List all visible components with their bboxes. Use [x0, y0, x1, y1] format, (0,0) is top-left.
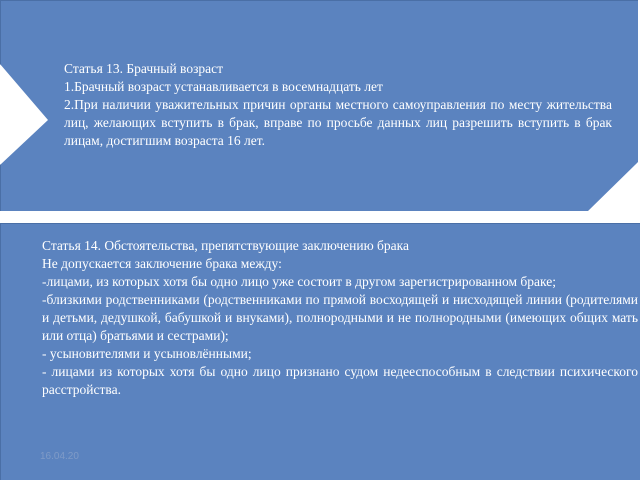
- article-13-block: [64, 60, 612, 150]
- article-14-title: Статья 14. Обстоятельства, препятствующие заключению брака: [42, 238, 410, 253]
- article-14-item-3: - усыновителями и усыновлёнными;: [42, 346, 252, 361]
- article-13-paragraph-1: 1.Брачный возраст устанавливается в восемнадцать лет: [64, 79, 383, 94]
- article-14-block: [42, 237, 638, 399]
- article-13-title: Статья 13. Брачный возраст: [64, 61, 224, 76]
- article-14-item-1: -лицами, из которых хотя бы одно лицо уже состоит в другом зарегистрированном браке;: [42, 274, 556, 289]
- article-13-paragraph-2: 2.При наличии уважительных причин органы местного самоуправления по месту жительства лиц, желающих вступить в брак, вправе по просьбе данных лиц разрешить вступить в брак лицам, достигшим возраста 16 лет.: [64, 97, 612, 148]
- article-14-intro: Не допускается заключение брака между:: [42, 256, 282, 271]
- article-14-item-4: - лицами из которых хотя бы одно лицо признано судом недееспособным в следствии психического расстройства.: [42, 364, 638, 397]
- article-14-item-2: -близкими родственниками (родственниками по прямой восходящей и нисходящей линии (родителями и детьми, дедушкой, бабушкой и внуками), полнородными и не полнородными (имеющих общих мать или отца) братьями и сестрами);: [42, 292, 638, 343]
- slide-date: 16.04.20: [40, 451, 79, 462]
